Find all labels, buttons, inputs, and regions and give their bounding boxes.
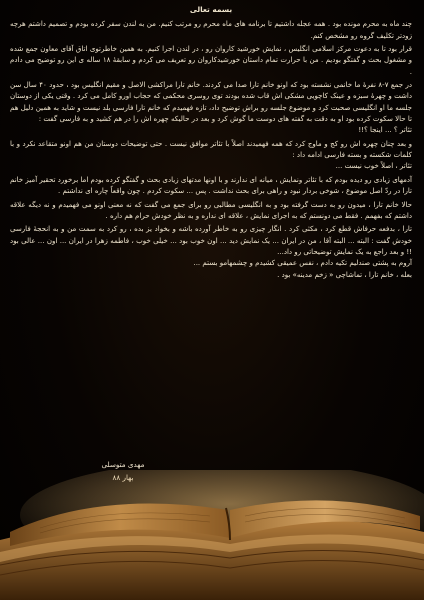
- document-heading: بسمه تعالی: [189, 5, 233, 14]
- paragraph-7: آدمهای زیادی رو دیده بودم که با تئاتر ونمایش ، میانه ای ندارند و با اونها مدتهای زیادی بحث و گفتگو کرده بودم اما برخورد تحقیر آمیز خانم تارا در ردّ اصل موضوع ، شوخی بردار نبود و راهی برای بحث نداشت . پس ... سکوت کردم . چون واقعاً چاره ای نداشتم .: [10, 174, 412, 196]
- paragraph-2: قرار بود تا به دعوت مرکز اسلامی انگلیس ، نمایش خورشید کاروان رو ، در لندن اجرا کنیم. به همین خاطرتوی اتاق آقای معاون جمع شده و مشغول بحث و گفتگو بودیم . من با حرارت تمام داستان خورشیدکاروان رو تعریف می کردم و سابقۀ ۱۸ ساله ی این رو توضیح می دادم .: [10, 44, 412, 76]
- paragraph-1: چند ماه به محرم مونده بود . همه عجله داشتیم تا برنامه های ماه محرم رو مرتب کنیم. من به لندن سفر کرده بودم و تصمیم داشتم هرچه زودتر تکلیف گروه رو مشخص کنم.: [10, 19, 412, 40]
- paragraph-10: آروم به پشتی صندلیم تکیه دادم ، نفس عمیقی کشیدم و چشمهامو بستم ...: [193, 258, 412, 268]
- paragraph-11: بعله ، خانم تارا ، تماشاچی « زخم مدینه» بود .: [277, 269, 412, 279]
- open-book-illustration: [0, 470, 424, 600]
- paragraph-9: تارا ، بدفعه حرفاش قطع کرد ، مکثی کرد . انگار چیزی رو به خاطر آورده باشه و بخواد یز بده ، رو کرد به سمت من و به انحجۀ فارسی خودش گفت : البته ... البته آقا ، من در ایران ... یک نمایش دید ... اون خوب بود ... خیلی خوب ، فاطمه زهرا در ایران ... اون ... عالی بود !! و بعد راجع به یک نمایش توضیحاتی رو داد...: [10, 224, 412, 256]
- paragraph-4: تئاتر ؟ ... اینجا ؟!!: [358, 125, 412, 135]
- author-name: مهدی متوسلی: [101, 460, 145, 469]
- paragraph-5: و بعد چنان چهره اش رو کج و ماوج کرد که همه فهمیدند اصلاً با تئاتر موافق نیست . حتی توضیحات دوستان من هم اونو متقاعد نکرد و با کلمات شکسته و بسته فارسی ادامه داد :: [10, 138, 412, 160]
- paragraph-6: تئاتر ، اصلاً خوب نیست ...: [335, 161, 412, 171]
- story-text-block: [10, 4, 412, 280]
- paragraph-8: حالا خانم تارا ، میدون رو به دست گرفته بود و به انگلیسی مطالبی رو برای جمع می گفت که نه معنی اونو می فهمیدم و نه دیگه علاقه داشتم که بفهمم . فقط می دونستم که به اجرای نمایش ، علاقه ای نداره و به نظر خودش حرام هم داره .: [10, 199, 412, 220]
- paragraph-3: در جمع ۷-۸ نفرۀ ما خانمی نشسته بود که اونو خانم تارا صدا می کردند. خانم تارا مراکشی الاصل و مقیم انگلیس بود ، حدود ۴۰ سال سن داشت و چهرۀ سبزه و عینک کاچویی مشکی اش قاب شده بودند توی روسری محکمی که حجاب اورو کامل می کرد . وقتی یکی از دوستان جلسه ما او انگلیسی صحبت کرد و موضوع جلسه رو براش توضیح داد، تازه فهمیدم که خانم تارا فارسی بلد نیست و شاید به همین دلیل هم تا حالا سکوت کرده بود او به دقت به گفته های دوست ما گوش کرد و بعد در حالیکه چهره اش را در هم کشید و به فارسی گفت :: [10, 80, 412, 124]
